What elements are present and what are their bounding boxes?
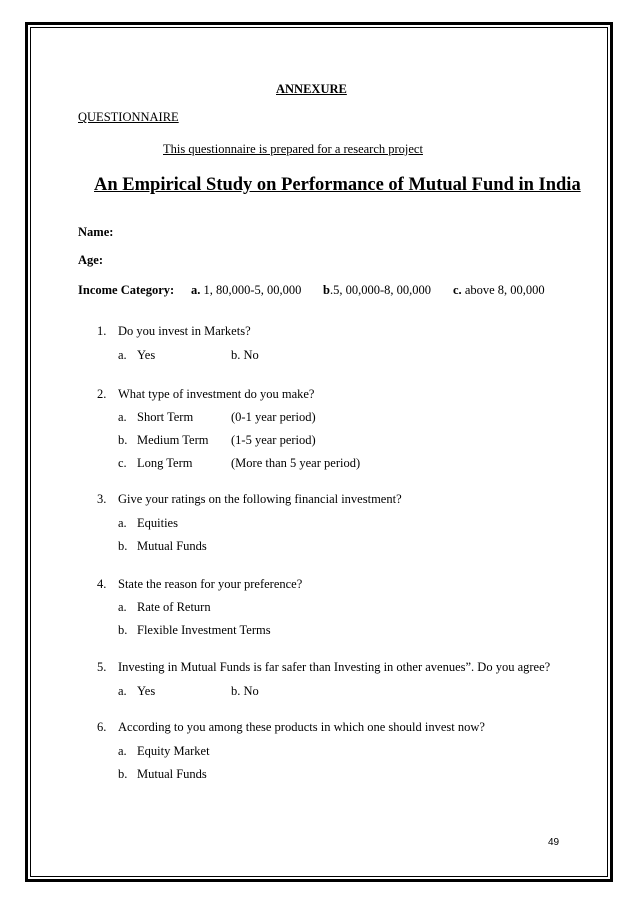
question-number: 2. — [97, 387, 107, 401]
question-number: 6. — [97, 720, 107, 734]
questionnaire-heading: QUESTIONNAIRE — [78, 110, 179, 124]
question-number: 4. — [97, 577, 107, 591]
income-option-b — [323, 284, 431, 297]
income-option-b-letter: b — [323, 283, 330, 297]
option-letter: a. — [118, 348, 127, 362]
option-letter: b. — [118, 539, 128, 553]
option-letter: b. — [118, 767, 128, 781]
option-detail: (1-5 year period) — [231, 433, 316, 447]
question-text: Investing in Mutual Funds is far safer than Investing in other avenues”. Do you agree? — [118, 660, 551, 674]
question-text: What type of investment do you make? — [118, 387, 315, 401]
option-text: Short Term — [137, 410, 194, 424]
option-detail: (More than 5 year period) — [231, 456, 361, 470]
option-text: Medium Term — [137, 433, 209, 447]
document-title: An Empirical Study on Performance of Mutual Fund in India — [94, 175, 581, 195]
question-number: 1. — [97, 324, 107, 338]
option-letter: c. — [118, 456, 127, 470]
annexure-heading: ANNEXURE — [276, 82, 347, 96]
income-option-a-letter: a. — [191, 283, 201, 297]
intro-text: This questionnaire is prepared for a research project — [163, 142, 423, 156]
option-letter: b. — [118, 433, 128, 447]
question-text: Give your ratings on the following financial investment? — [118, 492, 402, 506]
option-text: Yes — [137, 684, 156, 698]
income-category-label: Income Category: — [78, 283, 175, 297]
age-field-label: Age: — [78, 253, 103, 267]
page-number: 49 — [548, 837, 560, 848]
option-letter: a. — [118, 600, 127, 614]
option-letter: a. — [118, 410, 127, 424]
option-text: Mutual Funds — [137, 767, 207, 781]
option-text: Long Term — [137, 456, 193, 470]
option-text: Yes — [137, 348, 156, 362]
name-field-label: Name: — [78, 225, 114, 239]
option-text: b. No — [231, 684, 259, 698]
option-text: Equity Market — [137, 744, 210, 758]
question-text: Do you invest in Markets? — [118, 324, 251, 338]
income-option-c-text: above 8, 00,000 — [461, 283, 545, 297]
option-text: Equities — [137, 516, 178, 530]
question-number: 3. — [97, 492, 107, 506]
option-text: Mutual Funds — [137, 539, 207, 553]
option-letter: b. — [118, 623, 128, 637]
income-option-c — [453, 284, 545, 297]
option-letter: a. — [118, 744, 127, 758]
option-text: b. No — [231, 348, 259, 362]
income-option-a — [191, 284, 301, 297]
option-text: Flexible Investment Terms — [137, 623, 271, 637]
income-option-c-letter: c. — [453, 283, 462, 297]
question-text: According to you among these products in which one should invest now? — [118, 720, 485, 734]
option-letter: a. — [118, 684, 127, 698]
income-option-b-text: .5, 00,000-8, 00,000 — [329, 283, 431, 297]
option-text: Rate of Return — [137, 600, 211, 614]
option-letter: a. — [118, 516, 127, 530]
question-text: State the reason for your preference? — [118, 577, 303, 591]
income-option-a-text: 1, 80,000-5, 00,000 — [200, 283, 302, 297]
option-detail: (0-1 year period) — [231, 410, 316, 424]
question-number: 5. — [97, 660, 107, 674]
